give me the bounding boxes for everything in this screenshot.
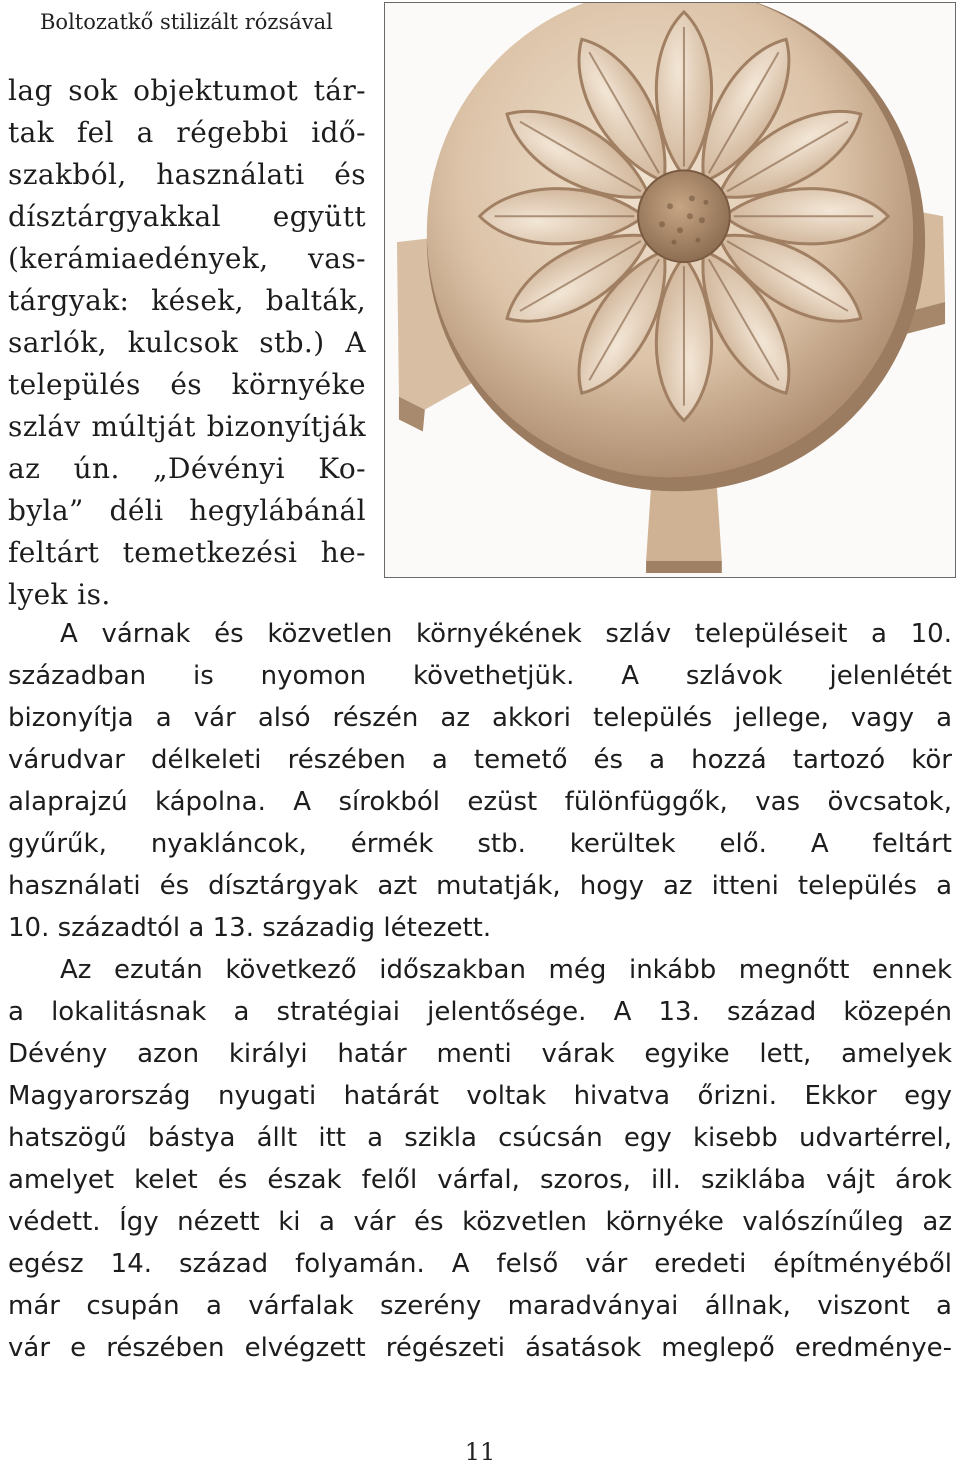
body-text-line: hatszögű bástya állt itt a szikla csúcsán egy kisebb udvartérrel,: [8, 1123, 952, 1153]
body-text-line: A várnak és közvetlen környékének szláv településeit a 10.: [60, 619, 952, 649]
body-text-line: a lokalitásnak a stratégiai jelentősége. A 13. század közepén: [8, 997, 952, 1027]
wrap-text-line: dísztárgyakkal együtt: [8, 200, 366, 233]
body-text-line: bizonyítja a vár alsó részén az akkori település jellege, vagy a: [8, 703, 952, 733]
body-text-line: vár e részében elvégzett régészeti ásatások meglepő eredménye-: [8, 1333, 952, 1363]
body-text-line: alaprajzú kápolna. A sírokból ezüst fülönfüggők, vas övcsatok,: [8, 787, 952, 817]
wrap-text-line: byla” déli hegylábánál: [8, 494, 366, 527]
body-text-line: egész 14. század folyamán. A felső vár eredeti építményéből: [8, 1249, 952, 1279]
wrap-text-line: szláv múltját bizonyítják: [8, 410, 366, 443]
body-text-line: Az ezután következő időszakban még inkább megnőtt ennek: [60, 955, 952, 985]
body-text-line: Magyarország nyugati határát voltak hivatva őrizni. Ekkor egy: [8, 1081, 952, 1111]
body-text-line: Dévény azon királyi határ menti várak egyike lett, amelyek: [8, 1039, 952, 1069]
wrap-text-line: tárgyak: kések, balták,: [8, 284, 366, 317]
body-text-line: várudvar délkeleti részében a temető és a hozzá tartozó kör: [8, 745, 952, 775]
body-text-line: gyűrűk, nyakláncok, érmék stb. kerültek elő. A feltárt: [8, 829, 952, 859]
wrap-text-line: lag sok objektumot tár-: [8, 74, 366, 107]
body-text-line: használati és dísztárgyak azt mutatják, hogy az itteni település a: [8, 871, 952, 901]
wrap-text-line: sarlók, kulcsok stb.) A: [8, 326, 366, 359]
page-number: 11: [464, 1438, 496, 1466]
body-text-line: védett. Így nézett ki a vár és közvetlen környéke valószínűleg az: [8, 1207, 952, 1237]
rosette-keystone-photo: [384, 2, 956, 578]
wrap-text-line: az ún. „Dévényi Ko-: [8, 452, 366, 485]
body-text-line: amelyet kelet és észak felől várfal, szoros, ill. sziklába vájt árok: [8, 1165, 952, 1195]
wrap-text-line: (kerámiaedények, vas-: [8, 242, 366, 275]
wrap-text-line: szakból, használati és: [8, 158, 366, 191]
stone-rosette-image: [385, 3, 955, 577]
wrap-text-line: lyek is.: [8, 578, 111, 611]
body-text-line: században is nyomon követhetjük. A szlávok jelenlétét: [8, 661, 952, 691]
wrap-text-line: település és környéke: [8, 368, 366, 401]
wrap-text-line: feltárt temetkezési he-: [8, 536, 366, 569]
body-text-line: 10. századtól a 13. századig létezett.: [8, 913, 492, 943]
body-text-line: már csupán a várfalak szerény maradványai állnak, viszont a: [8, 1291, 952, 1321]
figure-caption: Boltozatkő stilizált rózsával: [40, 10, 333, 34]
wrap-text-line: tak fel a régebbi idő-: [8, 116, 366, 149]
